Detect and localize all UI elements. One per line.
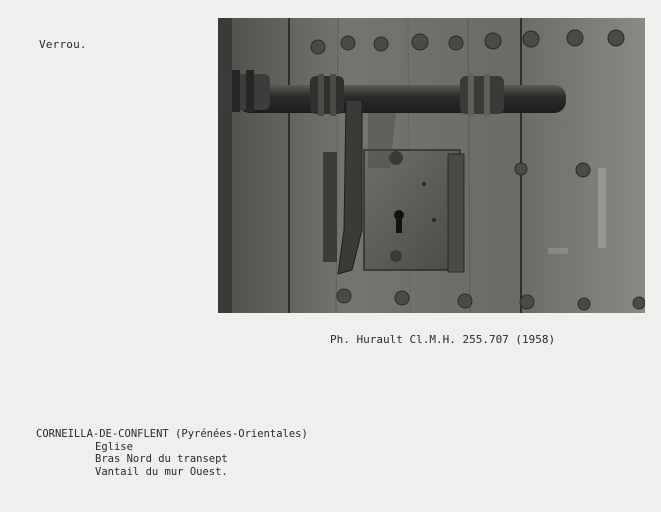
caption-detail: Vantail du mur Ouest.: [95, 465, 228, 478]
caption-location: CORNEILLA-DE-CONFLENT (Pyrénées-Orientales): [36, 428, 308, 440]
card-title: Verrou.: [39, 38, 87, 51]
photo-credit: Ph. Hurault Cl.M.H. 255.707 (1958): [330, 333, 556, 346]
caption-block: [36, 428, 308, 478]
bolt-photo-graphic: [218, 18, 645, 313]
caption-part: Bras Nord du transept: [95, 453, 228, 465]
caption-building: Eglise: [95, 440, 133, 453]
photograph: [218, 18, 645, 313]
